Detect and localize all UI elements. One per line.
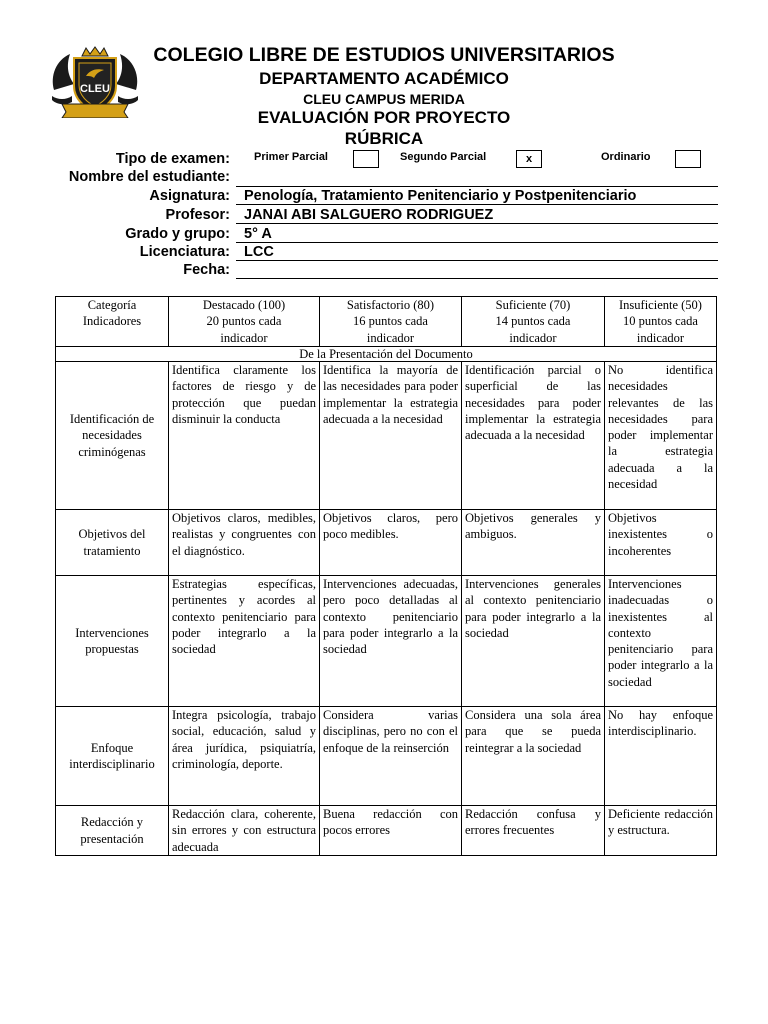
exam-type-label: Tipo de examen: — [115, 151, 230, 167]
cell-suficiente: Objetivos generales y ambiguos. — [462, 510, 605, 576]
teacher-field[interactable]: JANAI ABI SALGUERO RODRIGUEZ — [236, 206, 718, 224]
group-label: Grado y grupo: — [125, 226, 230, 242]
table-row — [56, 806, 717, 856]
cell-suficiente: Considera una sola área para que se pueda reintegrar a la sociedad — [462, 707, 605, 806]
department-name: DEPARTAMENTO ACADÉMICO — [259, 69, 509, 88]
section-title: De la Presentación del Documento — [56, 347, 717, 362]
cell-suficiente: Identificación parcial o superficial de las necesidades para poder implementar la estrategia adecuada a la necesidad — [462, 362, 605, 510]
cell-satisfactorio: Intervenciones adecuadas, pero poco detalladas al contexto penitenciario para poder integrarlo a la sociedad — [320, 576, 462, 707]
cell-insuficiente: Objetivos inexistentes o incoherentes — [605, 510, 717, 576]
cell-destacado: Redacción clara, coherente, sin errores y con estructura adecuada — [169, 806, 320, 856]
header-insuficiente: Insuficiente (50) 10 puntos cada indicador — [605, 297, 717, 347]
cell-satisfactorio: Buena redacción con pocos errores — [320, 806, 462, 856]
degree-field[interactable]: LCC — [236, 243, 718, 261]
table-row — [56, 510, 717, 576]
teacher-label: Profesor: — [165, 207, 230, 223]
campus-name: CLEU CAMPUS MERIDA — [303, 91, 465, 107]
row-category: Redacción y presentación — [56, 806, 169, 856]
header-satisfactorio: Satisfactorio (80) 16 puntos cada indicador — [320, 297, 462, 347]
cell-insuficiente: Deficiente redacción y estructura. — [605, 806, 717, 856]
evaluation-title: EVALUACIÓN POR PROYECTO — [257, 108, 511, 127]
group-field[interactable]: 5° A — [236, 225, 718, 243]
table-row — [56, 362, 717, 510]
header-suficiente: Suficiente (70) 14 puntos cada indicador — [462, 297, 605, 347]
cell-satisfactorio: Considera varias disciplinas, pero no con el enfoque de la reinserción — [320, 707, 462, 806]
institution-name: COLEGIO LIBRE DE ESTUDIOS UNIVERSITARIOS — [153, 44, 615, 66]
table-row — [56, 707, 717, 806]
exam-option-third-label: Ordinario — [601, 151, 651, 163]
exam-option-second-label: Segundo Parcial — [400, 151, 487, 163]
rubric-header-row — [56, 297, 717, 347]
svg-text:CLEU: CLEU — [80, 83, 110, 95]
cell-suficiente: Intervenciones generales al contexto penitenciario para poder integrarlo a la sociedad — [462, 576, 605, 707]
exam-option-first-checkbox[interactable] — [353, 150, 379, 168]
cell-suficiente: Redacción confusa y errores frecuentes — [462, 806, 605, 856]
exam-option-second-checkbox[interactable]: x — [516, 150, 542, 168]
cell-satisfactorio: Objetivos claros, pero poco medibles. — [320, 510, 462, 576]
row-category: Intervenciones propuestas — [56, 576, 169, 707]
date-field[interactable] — [236, 261, 718, 279]
cell-satisfactorio: Identifica la mayoría de las necesidades para poder implementar la estrategia adecuada a la necesidad — [320, 362, 462, 510]
date-label: Fecha: — [183, 262, 230, 278]
table-row — [56, 576, 717, 707]
cell-destacado: Estrategias específicas, pertinentes y acordes al contexto penitenciario para poder integrarlo a la sociedad — [169, 576, 320, 707]
cell-destacado: Objetivos claros, medibles, realistas y congruentes con el diagnóstico. — [169, 510, 320, 576]
cell-insuficiente: No hay enfoque interdisciplinario. — [605, 707, 717, 806]
row-category: Objetivos del tratamiento — [56, 510, 169, 576]
student-name-label: Nombre del estudiante: — [68, 169, 230, 185]
header-category: Categoría Indicadores — [56, 297, 169, 347]
cell-insuficiente: Intervenciones inadecuadas o inexistentes al contexto penitenciario para poder integrarlo a la sociedad — [605, 576, 717, 707]
student-name-field[interactable] — [236, 169, 718, 187]
cell-destacado: Identifica claramente los factores de riesgo y de protección que puedan disminuir la conducta — [169, 362, 320, 510]
exam-option-first-label: Primer Parcial — [254, 151, 328, 163]
row-category: Identificación de necesidades criminógenas — [56, 362, 169, 510]
subject-field[interactable]: Penología, Tratamiento Penitenciario y Postpenitenciario — [236, 187, 718, 205]
cell-insuficiente: No identifica necesidades relevantes de las necesidades para poder implementar la estrategia adecuada a la necesidad — [605, 362, 717, 510]
row-category: Enfoque interdisciplinario — [56, 707, 169, 806]
subject-label: Asignatura: — [149, 188, 230, 204]
exam-option-third-checkbox[interactable] — [675, 150, 701, 168]
rubric-table — [55, 296, 717, 856]
cell-destacado: Integra psicología, trabajo social, educación, salud y área jurídica, psiquiatría, criminología, deporte. — [169, 707, 320, 806]
rubric-section-row — [56, 347, 717, 362]
rubric-title: RÚBRICA — [344, 129, 424, 148]
degree-label: Licenciatura: — [139, 244, 230, 260]
header-destacado: Destacado (100) 20 puntos cada indicador — [169, 297, 320, 347]
